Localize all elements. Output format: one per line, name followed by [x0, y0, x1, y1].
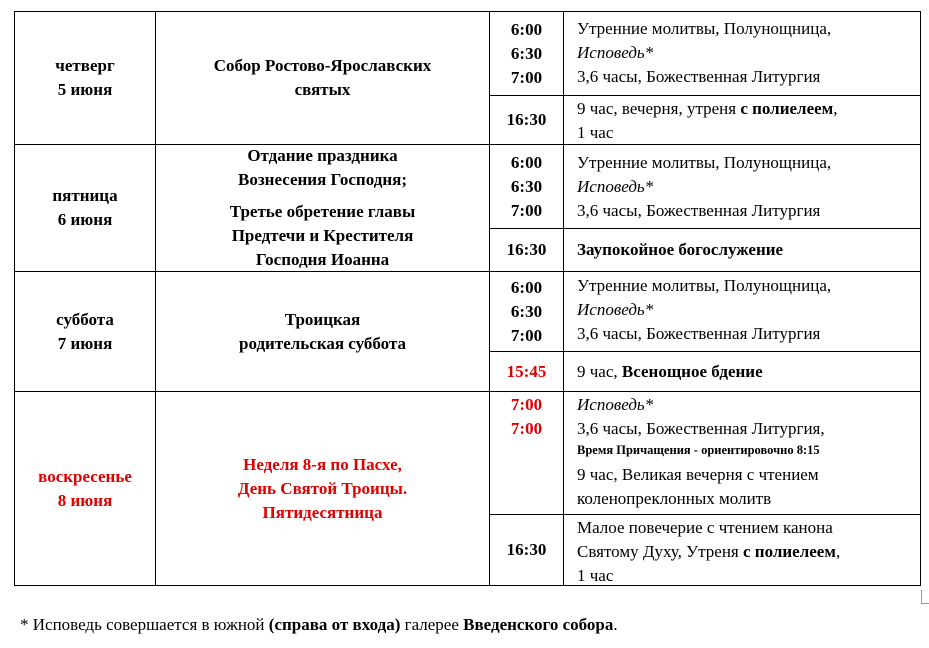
service-line: 3,6 часы, Божественная Литургия — [577, 201, 821, 220]
feast-line: святых — [294, 80, 351, 99]
service-line — [577, 540, 920, 564]
morning-times-thursday — [490, 12, 563, 95]
time-value: 6:30 — [510, 301, 543, 321]
morning-times-friday — [490, 145, 563, 228]
day-cell-friday — [15, 145, 155, 271]
service-text: Святому Духу, Утреня — [577, 542, 743, 561]
day-cell-sunday — [15, 392, 155, 585]
day-cell-thursday — [15, 12, 155, 144]
time-value: 7:00 — [510, 200, 543, 220]
table-end-marker — [921, 590, 929, 604]
feast-paragraph — [230, 200, 415, 272]
confession-line: Исповедь* — [577, 177, 654, 196]
day-name: четверг — [55, 56, 115, 75]
evening-services-saturday — [564, 352, 920, 391]
morning-services-thursday — [564, 17, 920, 95]
service-line: Малое повечерие с чтением канона — [577, 518, 833, 537]
communion-time-note: Время Причащения - ориентировочно 8:15 — [577, 443, 820, 457]
morning-times-sunday — [490, 393, 563, 514]
service-line: Заупокойное богослужение — [577, 240, 784, 259]
service-line: 1 час — [577, 123, 614, 142]
time-value: 7:00 — [510, 325, 543, 345]
confession-line: Исповедь* — [577, 300, 654, 319]
day-date: 8 июня — [57, 490, 113, 510]
day-name: пятница — [52, 186, 118, 205]
time-value: 6:00 — [510, 152, 543, 172]
footnote-text: галерее — [400, 615, 464, 634]
feast-paragraph — [238, 144, 407, 192]
confession-line: Исповедь* — [577, 395, 654, 414]
service-line: 3,6 часы, Божественная Литургия — [577, 324, 821, 343]
feast-line: Господня Иоанна — [255, 250, 390, 269]
time-value: 7:00 — [510, 419, 543, 438]
service-line — [577, 360, 763, 384]
service-line: 3,6 часы, Божественная Литургия, — [577, 419, 825, 438]
evening-time-sunday — [490, 515, 563, 585]
morning-times-saturday — [490, 272, 563, 351]
footnote-text: . — [613, 615, 618, 634]
time-value: 6:00 — [510, 277, 543, 297]
footnote — [20, 613, 618, 637]
service-text-bold: с полиелеем — [742, 542, 836, 561]
table-border-right — [920, 11, 921, 586]
footnote-bold: Введенского собора — [463, 615, 614, 634]
morning-services-friday — [564, 151, 920, 228]
time-value: 6:30 — [510, 176, 543, 196]
time-value: 7:00 — [510, 395, 543, 414]
service-line: Утренние молитвы, Полунощница, — [577, 153, 832, 172]
evening-services-thursday — [564, 97, 920, 144]
time-value: 16:30 — [506, 110, 547, 129]
confession-line: Исповедь* — [577, 43, 654, 62]
service-line: 9 час, Великая вечерня с чтением — [577, 465, 819, 484]
time-value: 6:00 — [510, 19, 543, 39]
feast-line: Неделя 8-я по Пасхе, — [243, 454, 402, 474]
feast-line: Собор Ростово-Ярославских — [213, 56, 432, 75]
service-line: Утренние молитвы, Полунощница, — [577, 276, 832, 295]
time-value: 6:30 — [510, 43, 543, 63]
evening-time-saturday — [490, 352, 563, 391]
feast-line: Вознесения Господня; — [238, 170, 407, 189]
service-text: 9 час, — [577, 361, 622, 381]
feast-line: Отдание праздника — [247, 146, 398, 165]
day-name: воскресенье — [38, 466, 132, 486]
service-line: 1 час — [577, 566, 614, 585]
day-date: 6 июня — [57, 210, 113, 229]
day-date: 5 июня — [57, 80, 113, 99]
evening-services-sunday — [564, 516, 920, 585]
evening-time-friday — [490, 229, 563, 271]
time-value: 15:45 — [506, 361, 547, 381]
service-line — [577, 97, 920, 121]
service-text: , — [833, 99, 838, 118]
time-value: 16:30 — [506, 240, 547, 259]
footnote-text: * Исповедь совершается в южной — [20, 615, 269, 634]
morning-services-sunday — [564, 393, 920, 514]
service-text-bold: Всенощное бдение — [621, 361, 763, 381]
time-value: 16:30 — [506, 540, 547, 559]
feast-line: Третье обретение главы — [229, 202, 416, 221]
feast-cell-friday — [156, 145, 489, 271]
feast-line: День Святой Троицы. — [237, 478, 408, 498]
service-text-bold: с полиелеем — [740, 99, 834, 118]
day-name: суббота — [56, 309, 114, 329]
service-text: 9 час, вечерня, утреня — [577, 99, 741, 118]
day-cell-saturday — [15, 272, 155, 391]
feast-line: Предтечи и Крестителя — [231, 226, 414, 245]
feast-line: Пятидесятница — [262, 502, 383, 522]
service-text: , — [835, 542, 841, 561]
time-value: 7:00 — [510, 67, 543, 87]
service-line: Утренние молитвы, Полунощница, — [577, 19, 832, 38]
morning-services-saturday — [564, 274, 920, 351]
service-line: 3,6 часы, Божественная Литургия — [577, 67, 821, 86]
footnote-bold: (справа от входа) — [268, 615, 401, 634]
day-date: 7 июня — [57, 333, 113, 353]
evening-services-friday — [564, 229, 920, 271]
feast-cell-saturday — [156, 272, 489, 391]
feast-line: Троицкая — [284, 309, 361, 329]
feast-cell-thursday — [156, 12, 489, 144]
evening-time-thursday — [490, 96, 563, 144]
service-line: коленопреклонных молитв — [577, 489, 772, 508]
feast-line: родительская суббота — [238, 333, 407, 353]
feast-cell-sunday — [156, 392, 489, 585]
